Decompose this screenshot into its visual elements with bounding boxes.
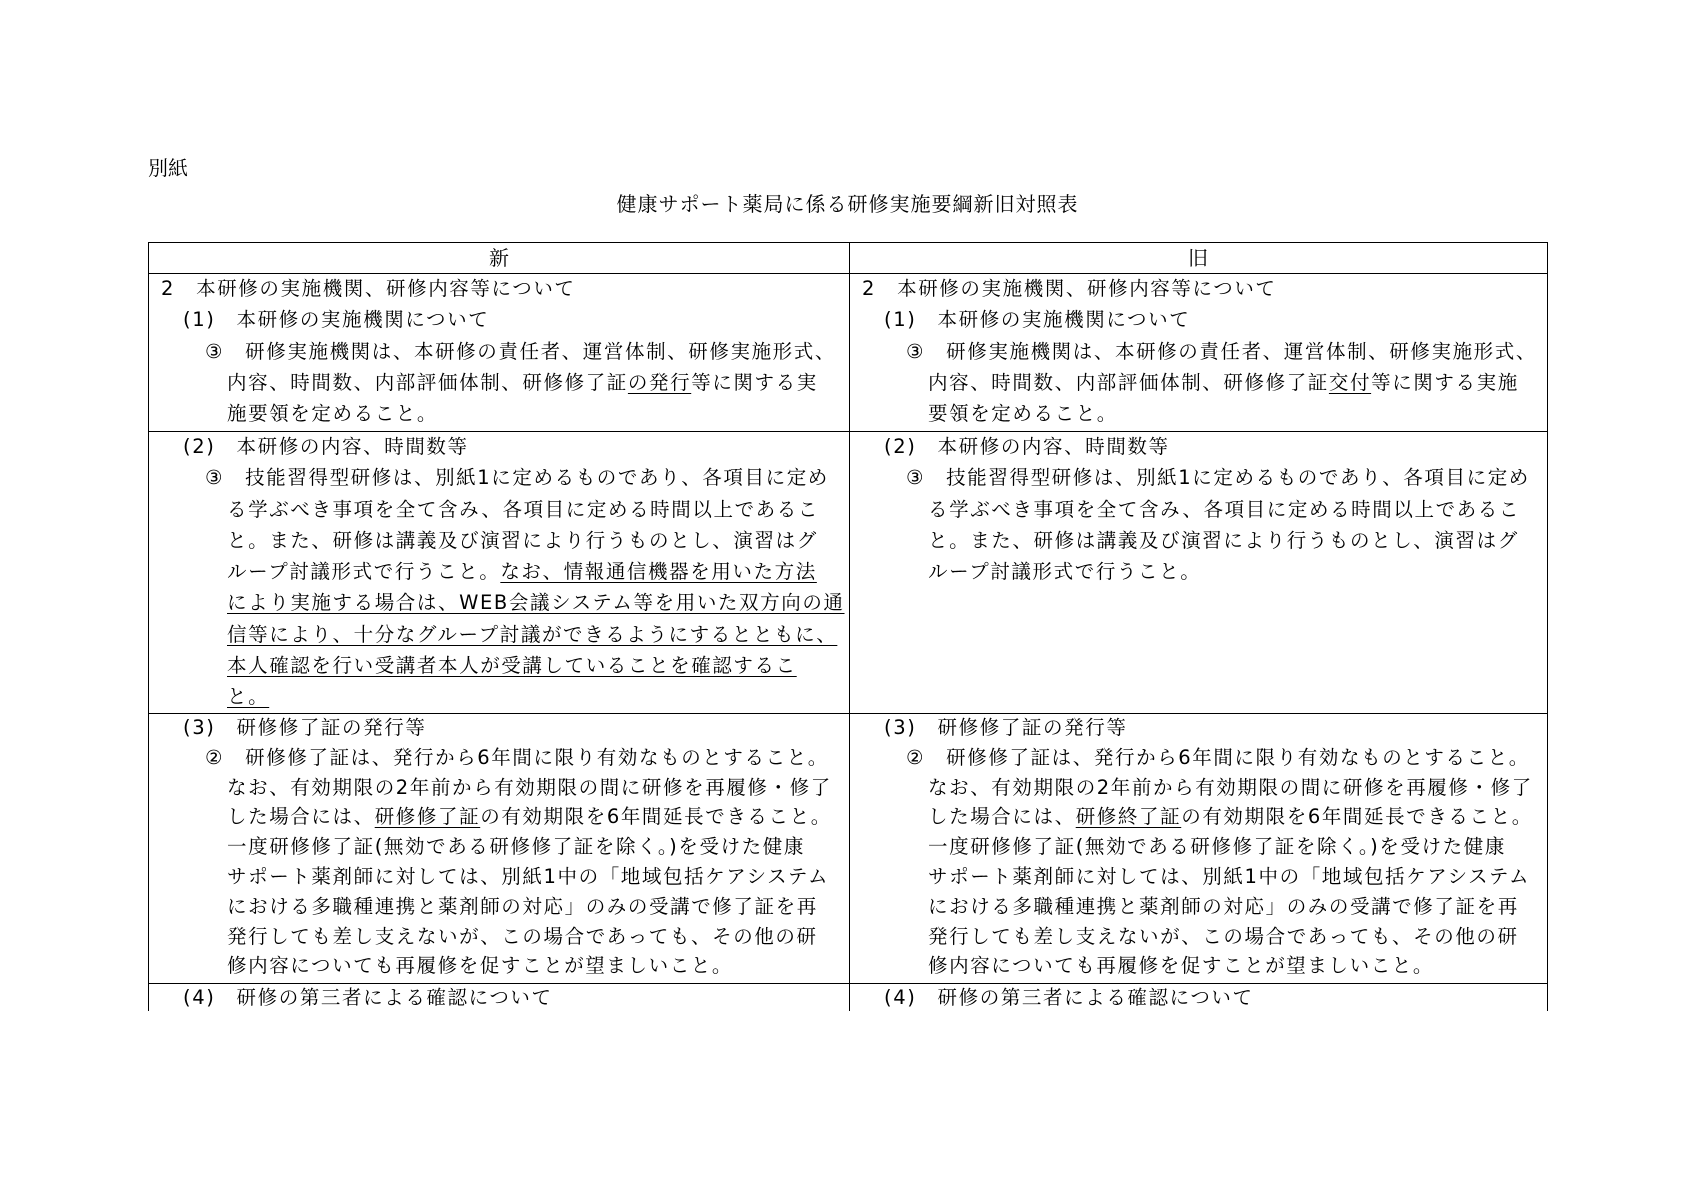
text-segment: 発行しても差し支えないが、この場合であっても、その他の研 [928,924,1519,948]
text-segment: 一度研修修了証(無効である研修修了証を除く。)を受けた健康 [928,835,1506,859]
text-line [149,273,847,304]
text-line [850,462,1548,493]
attachment-label: 別紙 [148,156,188,180]
underlined-change: により実施する場合は、WEB会議システム等を用いた双方向の通 [227,591,845,615]
text-segment: における多職種連携と薬剤師の対応」のみの受講で修了証を再 [928,894,1519,918]
text-line [149,713,847,743]
text-line [850,431,1548,462]
cell-old [850,983,1548,1012]
text-line [850,525,1548,556]
text-line [149,431,847,462]
text-line [149,587,847,618]
text-line [850,773,1548,803]
text-line [850,892,1548,922]
text-line [149,951,847,981]
text-line [850,862,1548,892]
text-segment: ③ 技能習得型研修は、別紙1に定めるものであり、各項目に定め [205,466,829,490]
text-segment: なお、有効期限の2年前から有効期限の間に研修を再履修・修了 [928,775,1533,799]
text-segment: (2) 本研修の内容、時間数等 [884,435,1170,458]
underlined-change: 研修修了証 [374,805,481,829]
text-line [850,367,1548,398]
text-segment: (4) 研修の第三者による確認について [183,986,553,1009]
text-line [149,983,847,1012]
text-line [850,556,1548,587]
text-line [850,398,1548,429]
text-line [850,743,1548,773]
header-new: 新 [489,246,509,270]
text-segment: (1) 本研修の実施機関について [183,308,490,332]
underlined-change: 本人確認を行い受講者本人が受講していることを確認するこ [227,654,797,678]
text-line [850,922,1548,952]
text-segment: 修内容についても再履修を促すことが望ましいこと。 [227,954,734,978]
text-segment: 等に関する実施 [1371,370,1519,394]
text-segment: した場合には、 [227,805,375,829]
cell-new [149,713,847,983]
text-line [149,619,847,650]
text-line [149,398,847,429]
text-segment: (4) 研修の第三者による確認について [884,986,1254,1009]
underlined-change: の発行 [627,370,692,394]
text-segment: ② 研修修了証は、発行から6年間に限り有効なものとすること。 [906,745,1530,769]
text-segment: (3) 研修修了証の発行等 [884,716,1128,739]
text-segment: サポート薬剤師に対しては、別紙1中の「地域包括ケアシステム [928,864,1531,888]
text-segment: 内容、時間数、内部評価体制、研修修了証 [227,370,628,394]
text-line [850,802,1548,832]
underlined-change: 交付 [1328,370,1372,394]
text-line [850,336,1548,367]
text-segment: した場合には、 [928,805,1076,829]
text-line [149,336,847,367]
underlined-change: なお、情報通信機器を用いた方法 [500,560,817,584]
text-segment: サポート薬剤師に対しては、別紙1中の「地域包括ケアシステム [227,864,830,888]
text-line [149,681,847,712]
text-segment: 発行しても差し支えないが、この場合であっても、その他の研 [227,924,818,948]
text-line [850,951,1548,981]
text-segment: における多職種連携と薬剤師の対応」のみの受講で修了証を再 [227,894,818,918]
text-segment: 施要領を定めること。 [227,402,439,426]
comparison-table [148,242,1548,1011]
text-line [149,862,847,892]
text-segment: ③ 技能習得型研修は、別紙1に定めるものであり、各項目に定め [906,466,1530,490]
underlined-change: と。 [227,685,270,709]
text-line [850,713,1548,743]
underlined-change: 研修終了証 [1075,805,1182,829]
text-segment: ③ 研修実施機関は、本研修の責任者、運営体制、研修実施形式、 [906,339,1537,363]
text-segment: (3) 研修修了証の発行等 [183,716,427,739]
text-segment: 2 本研修の実施機関、研修内容等について [161,277,576,300]
text-line [149,922,847,952]
text-line [149,367,847,398]
text-segment: 一度研修修了証(無効である研修修了証を除く。)を受けた健康 [227,835,805,859]
text-line [149,773,847,803]
text-segment: の有効期限を6年間延長できること。 [480,805,832,829]
text-segment: ③ 研修実施機関は、本研修の責任者、運営体制、研修実施形式、 [205,339,836,363]
cell-new [149,273,847,431]
text-segment: 要領を定めること。 [928,402,1118,426]
text-segment: と。また、研修は講義及び演習により行うものとし、演習はグ [928,528,1519,552]
text-segment: 修内容についても再履修を促すことが望ましいこと。 [928,954,1435,978]
text-segment: る学ぶべき事項を全て含み、各項目に定める時間以上であるこ [227,497,819,521]
text-line [850,832,1548,862]
cell-old [850,713,1548,983]
text-line [149,832,847,862]
text-segment: なお、有効期限の2年前から有効期限の間に研修を再履修・修了 [227,775,832,799]
text-segment: ループ討議形式で行うこと。 [227,560,501,584]
text-segment: る学ぶべき事項を全て含み、各項目に定める時間以上であるこ [928,497,1520,521]
text-segment: と。また、研修は講義及び演習により行うものとし、演習はグ [227,528,818,552]
text-line [149,494,847,525]
text-line [149,650,847,681]
text-segment: ループ討議形式で行うこと。 [928,560,1202,584]
text-segment: 内容、時間数、内部評価体制、研修修了証 [928,370,1329,394]
text-segment: の有効期限を6年間延長できること。 [1181,805,1533,829]
underlined-change: 信等により、十分なグループ討議ができるようにするとともに、 [227,622,838,646]
cell-old [850,273,1548,431]
text-segment: 等に関する実 [691,370,818,394]
text-line [850,304,1548,335]
header-old: 旧 [1188,246,1208,270]
text-line [149,462,847,493]
text-line [149,556,847,587]
text-line [149,802,847,832]
text-segment: (1) 本研修の実施機関について [884,308,1191,332]
cell-new [149,431,847,713]
text-segment: 2 本研修の実施機関、研修内容等について [862,277,1277,300]
cell-old [850,431,1548,713]
text-line [149,304,847,335]
text-line [850,983,1548,1012]
text-segment: ② 研修修了証は、発行から6年間に限り有効なものとすること。 [205,745,829,769]
document-title: 健康サポート薬局に係る研修実施要綱新旧対照表 [616,192,1079,216]
text-line [850,494,1548,525]
text-line [850,273,1548,304]
text-segment: (2) 本研修の内容、時間数等 [183,435,469,458]
cell-new [149,983,847,1012]
text-line [149,525,847,556]
text-line [149,743,847,773]
text-line [149,892,847,922]
